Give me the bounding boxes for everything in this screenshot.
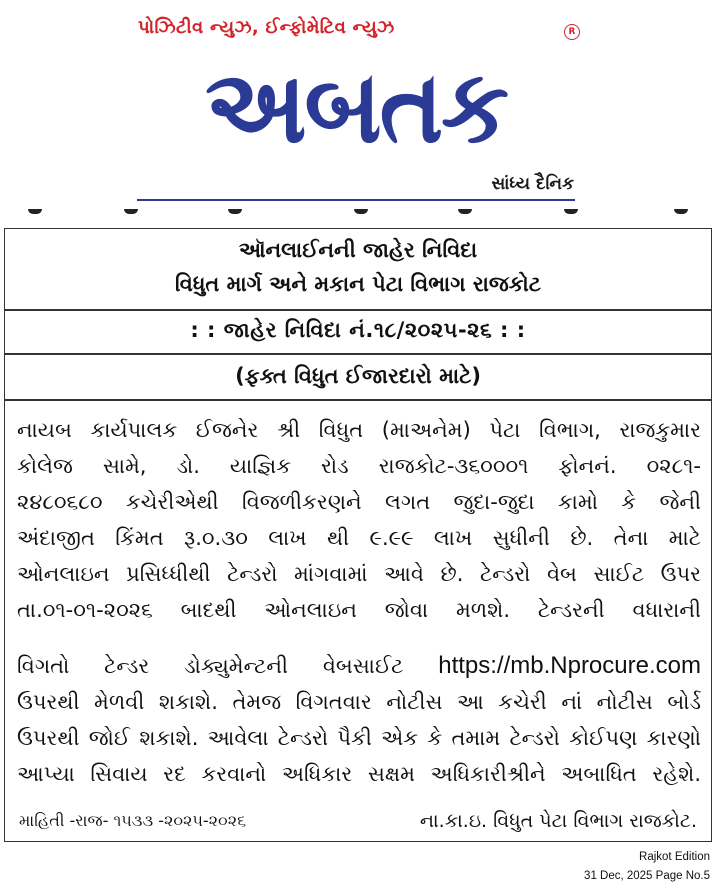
divider xyxy=(5,353,711,355)
notice-body-line: અંદાજીત કિંમત રૂ.૦.૩૦ લાખ થી ૯.૯૯ લાખ સુધીની છે. તેના માટે xyxy=(17,526,701,550)
tagline: પોઝિટીવ ન્યુઝ, ઈન્ફોમેટિવ ન્યુઝ xyxy=(138,17,395,38)
clipping-border-decoration xyxy=(28,209,688,219)
registered-trademark-icon: R xyxy=(564,24,580,40)
notice-body-line: કોલેજ સામે, ડો. યાજ્ઞિક રોડ રાજકોટ-૩૬૦૦૦૧ ફોનનં. ૦૨૮૧- xyxy=(17,454,701,478)
masthead xyxy=(0,0,718,215)
notice-body-line: ઉપરથી મેળવી શકાશે. તેમજ વિગતવાર નોટીસ આ કચેરી નાં નોટીસ બોર્ડ xyxy=(17,690,701,714)
notice-body-line: ૨૪૮૦૬૮૦ કચેરીએથી વિજળીકરણને લગત જુદા-જુદા કામો કે જેની xyxy=(17,490,701,514)
notice-body-line: ઓનલાઇન પ્રસિધ્ધીથી ટેન્ડરો માંગવામાં આવે છે. ટેન્ડરો વેબ સાઈટ ઉપર xyxy=(17,562,701,586)
tender-notice xyxy=(4,228,712,842)
notice-info-code: માહિતી -રાજ- ૧૫૩૩ -૨૦૨૫-૨૦૨૬ xyxy=(19,811,247,830)
notice-number: : : જાહેર નિવિદા નં.૧૮/૨૦૨૫-૨૬ : : xyxy=(190,318,526,342)
notice-body-line: આપ્યા સિવાય રદ કરવાનો અધિકાર સક્ષમ અધિકારીશ્રીને અબાધિત રહેશે. xyxy=(17,762,701,786)
tender-website-link[interactable]: https://mb.Nprocure.com xyxy=(438,652,701,679)
notice-body-text: વિગતો ટેન્ડર ડોક્યુમેન્ટની વેબસાઈટ xyxy=(17,654,404,678)
notice-body-line: તા.૦૧-૦૧-૨૦૨૬ બાદથી ઓનલાઇન જોવા મળશે. ટેન્ડરની વધારાની xyxy=(17,598,701,622)
edition-name: Rajkot Edition xyxy=(639,851,710,863)
edition-type-label: સાંધ્ય દૈનિક xyxy=(491,174,574,194)
notice-body-line: નાયબ કાર્યપાલક ઈજનેર શ્રી વિધુત (માઅનેમ) પેટા વિભાગ, રાજકુમાર xyxy=(17,418,701,442)
notice-body-line: ઉપરથી જોઈ શકાશે. આવેલા ટેન્ડરો પૈકી એક કે તમામ ટેન્ડરો કોઈપણ કારણો xyxy=(17,726,701,750)
edition-date-page: 31 Dec, 2025 Page No.5 xyxy=(584,870,710,882)
notice-body-line-website xyxy=(17,649,701,683)
notice-eligibility: (ફક્ત વિધુત ઈજારદારો માટે) xyxy=(235,364,481,388)
divider xyxy=(5,399,711,401)
notice-title: ઑનલાઈનની જાહેર નિવિદા xyxy=(238,238,478,262)
divider xyxy=(5,309,711,311)
notice-department: વિધુત માર્ગ અને મકાન પેટા વિભાગ રાજકોટ xyxy=(174,272,542,296)
notice-issuer: ના.કા.ઇ. વિધુત પેટા વિભાગ રાજકોટ. xyxy=(419,810,697,832)
newspaper-logo: અબતક xyxy=(205,48,507,166)
